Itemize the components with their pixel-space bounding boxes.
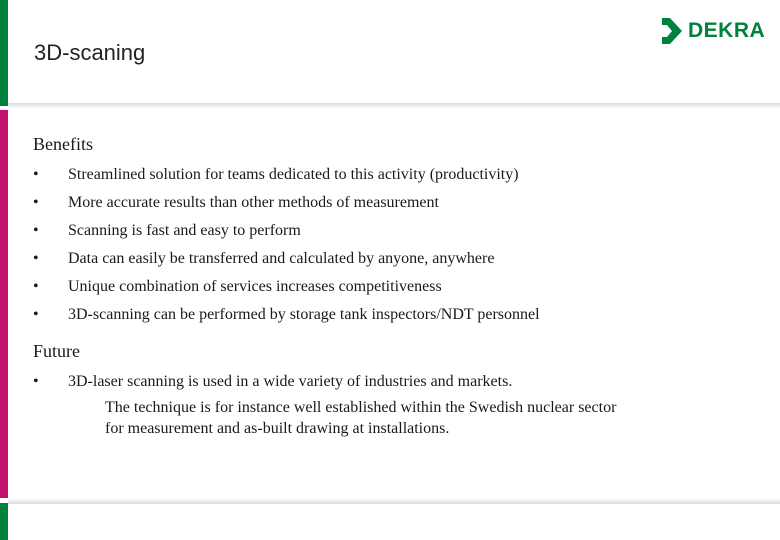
benefits-heading: Benefits	[33, 134, 93, 154]
bullet-icon: •	[33, 278, 39, 295]
accent-bar-top	[0, 0, 8, 106]
future-paragraph	[105, 397, 725, 439]
header-divider	[8, 103, 780, 109]
list-item-text: More accurate results than other methods of measurement	[68, 194, 439, 211]
logo-text: DEKRA	[688, 19, 766, 42]
list-item	[33, 245, 753, 273]
benefits-list	[33, 161, 753, 329]
slide-title: 3D-scaning	[34, 40, 146, 65]
list-item	[33, 368, 753, 396]
list-item-text: 3D-scanning can be performed by storage tank inspectors/NDT personnel	[68, 306, 540, 323]
list-item-text: Unique combination of services increases competitiveness	[68, 278, 442, 295]
bullet-icon: •	[33, 306, 39, 323]
list-item-text: Data can easily be transferred and calculated by anyone, anywhere	[68, 250, 495, 267]
slide-content	[33, 132, 753, 439]
accent-bar-bottom	[0, 503, 8, 540]
bullet-icon: •	[33, 222, 39, 239]
list-item-text: Streamlined solution for teams dedicated to this activity (productivity)	[68, 166, 519, 183]
list-item	[33, 189, 753, 217]
list-item-text: 3D-laser scanning is used in a wide variety of industries and markets.	[68, 373, 513, 390]
bullet-icon: •	[33, 194, 39, 211]
future-heading: Future	[33, 341, 80, 361]
list-item	[33, 273, 753, 301]
list-item-text: Scanning is fast and easy to perform	[68, 222, 301, 239]
dekra-chevron-icon	[662, 18, 682, 44]
future-paragraph-line-1: The technique is for instance well established within the Swedish nuclear sector	[105, 399, 617, 416]
dekra-logo	[662, 17, 765, 45]
future-list	[33, 368, 753, 396]
footer-divider	[8, 498, 780, 504]
bullet-icon: •	[33, 373, 39, 390]
list-item	[33, 161, 753, 189]
list-item	[33, 217, 753, 245]
accent-bar-middle	[0, 110, 8, 498]
bullet-icon: •	[33, 250, 39, 267]
list-item	[33, 301, 753, 329]
bullet-icon: •	[33, 166, 39, 183]
future-paragraph-line-2: for measurement and as-built drawing at installations.	[105, 420, 450, 437]
